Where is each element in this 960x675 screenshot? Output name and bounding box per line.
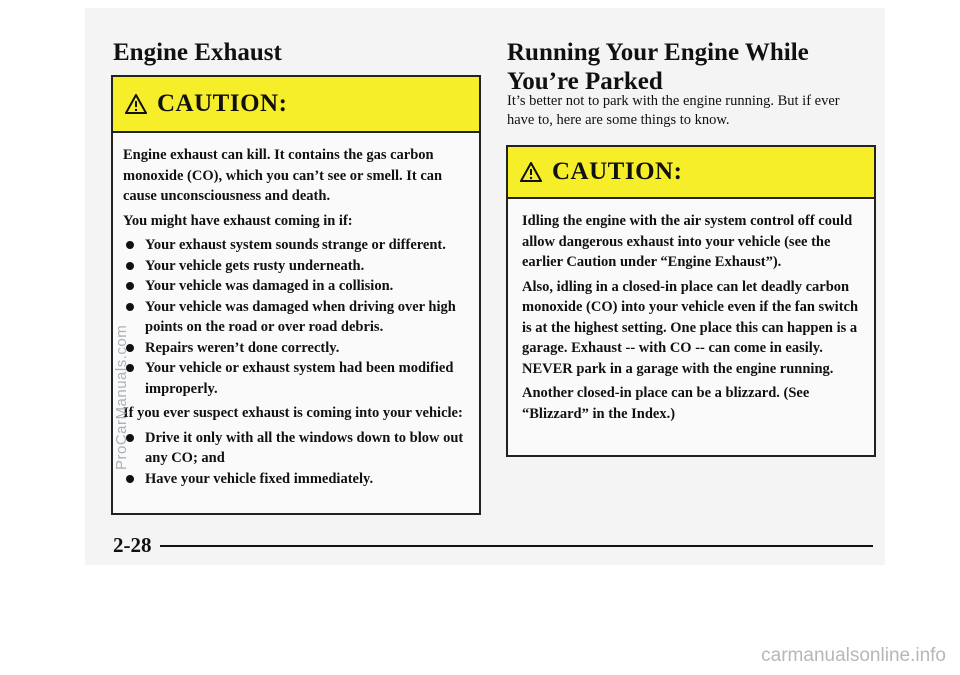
caution-paragraph: Idling the engine with the air system control off could allow dangerous exhaust into your vehicle (see the earlier Caution under “Engine Exhaust”). [522, 213, 853, 270]
caution-header [508, 147, 874, 199]
caution-body [508, 199, 874, 424]
caution-paragraph: You might have exhaust coming in if: [123, 212, 353, 229]
caution-label: CAUTION: [157, 90, 288, 117]
list-item: Your vehicle was damaged when driving over high points on the road or over road debris. [123, 297, 467, 338]
exhaust-signs-list [123, 235, 467, 399]
caution-label: CAUTION: [552, 158, 683, 185]
engine-exhaust-heading: Engine Exhaust [113, 39, 282, 66]
heading-line-1: Running Your Engine While [507, 39, 809, 66]
list-item: Your exhaust system sounds strange or different. [123, 235, 467, 256]
bullet-icon [126, 282, 134, 290]
caution-paragraph: Another closed-in place can be a blizzard. (See “Blizzard” in the Index.) [522, 385, 810, 422]
caution-body [113, 133, 479, 489]
suspect-exhaust-list [123, 428, 467, 490]
list-item: Your vehicle gets rusty underneath. [123, 256, 467, 277]
caution-paragraph: Also, idling in a closed-in place can let deadly carbon monoxide (CO) into your vehicle even if the fan switch is at the highest setting. One place this can happen is a garage. Exhaust -- with CO -- can come in easily. NEVER park in a garage with the engine running. [522, 278, 859, 377]
running-engine-caution-box [506, 145, 876, 457]
caution-paragraph: If you ever suspect exhaust is coming into your vehicle: [123, 405, 463, 421]
bullet-icon [126, 475, 134, 483]
page-number: 2-28 [113, 533, 152, 557]
caution-header [113, 77, 479, 133]
bullet-icon [126, 303, 134, 311]
warning-triangle-icon [125, 94, 147, 114]
side-watermark: ProCarManuals.com [113, 324, 130, 470]
list-item: Have your vehicle fixed immediately. [123, 469, 467, 490]
list-item: Repairs weren’t done correctly. [123, 338, 467, 359]
list-item: Drive it only with all the windows down to blow out any CO; and [123, 428, 467, 469]
intro-paragraph: It’s better not to park with the engine running. But if ever have to, here are some things to know. [507, 93, 840, 128]
list-item: Your vehicle was damaged in a collision. [123, 276, 467, 297]
corner-watermark: carmanualsonline.info [761, 645, 946, 666]
bullet-icon [126, 262, 134, 270]
bullet-icon [126, 241, 134, 249]
engine-exhaust-caution-box [111, 75, 481, 515]
footer-rule [160, 545, 874, 547]
heading-line-2: You’re Parked [507, 68, 663, 95]
warning-triangle-icon [520, 162, 542, 182]
caution-paragraph: Engine exhaust can kill. It contains the gas carbon monoxide (CO), which you can’t see or smell. It can cause unconsciousness and death. [123, 147, 443, 204]
running-engine-heading [507, 38, 809, 96]
list-item: Your vehicle or exhaust system had been modified improperly. [123, 358, 467, 399]
page-footer [113, 533, 873, 558]
